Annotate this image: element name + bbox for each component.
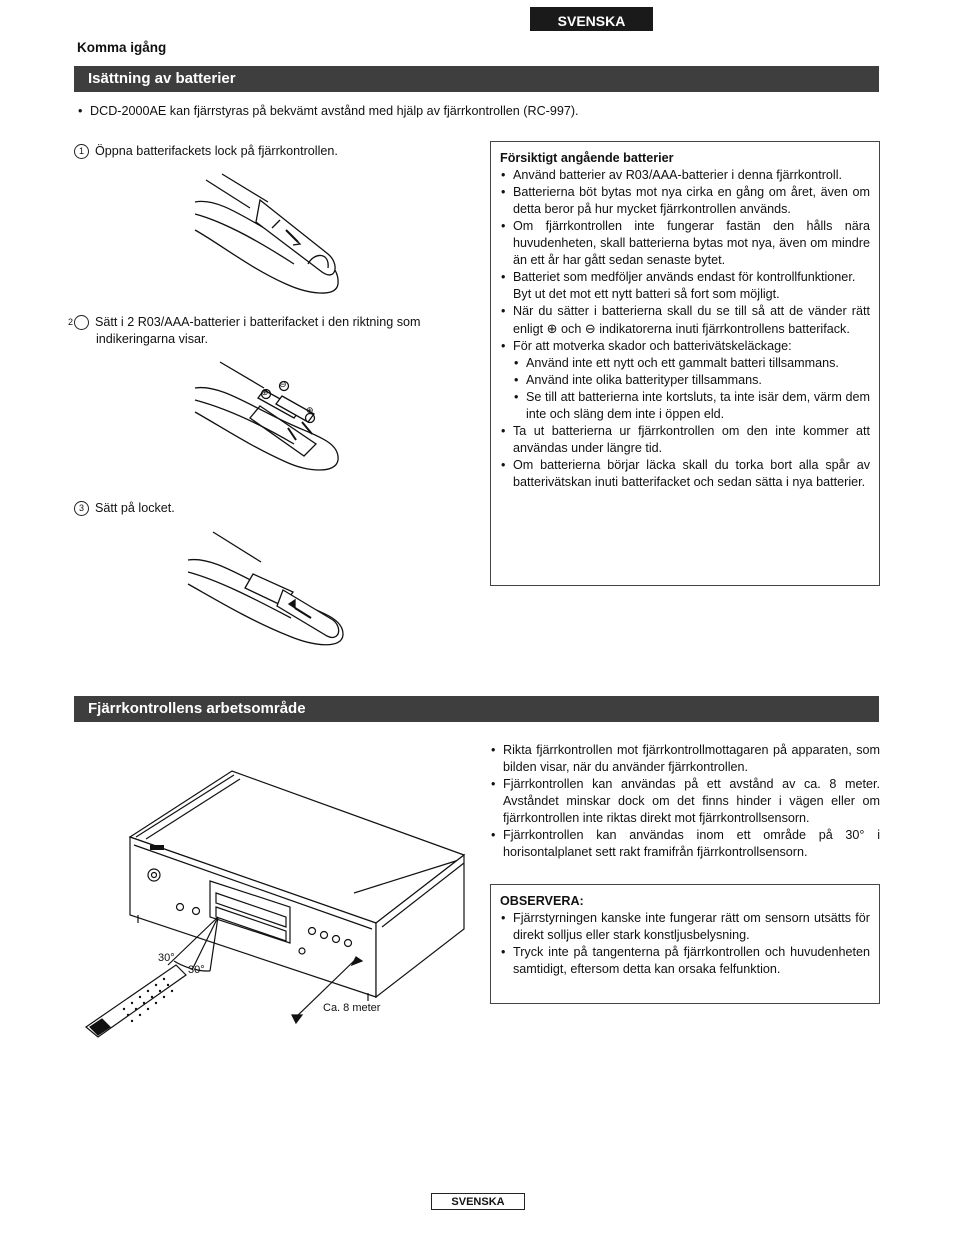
- plus-marker: ⊕: [306, 405, 314, 415]
- note-title: OBSERVERA:: [500, 894, 584, 908]
- caution-title: Försiktigt angående batterier: [500, 151, 674, 165]
- minus-marker: ⊖: [279, 379, 287, 389]
- plus-marker: ⊕: [261, 387, 269, 397]
- footer-language-tab: SVENSKA: [431, 1193, 525, 1210]
- caution-item-followup: Byt ut det mot ett nytt batteri så fort som möjligt.: [513, 287, 780, 301]
- plus-symbol: ⊕: [546, 321, 558, 336]
- angle-left-label: 30°: [158, 952, 175, 964]
- intro-bullet: • DCD-2000AE kan fjärrstyras på bekvämt avstånd med hjälp av fjärrkontrollen (RC-997).: [77, 103, 857, 120]
- battery-caution-box: [490, 141, 880, 586]
- language-tab: SVENSKA: [530, 7, 653, 31]
- caution-item: [500, 303, 870, 338]
- note-item: • Tryck inte på tangenterna på fjärrkontrollen och huvudenheten samtidigt, eftersom detta kan orsaka felfunktion.: [500, 944, 870, 978]
- caution-item: • Om fjärrkontrollen inte fungerar fastän den hålls nära huvudenheten, skall batterierna bytas mot nya, även om mindre än ett år har gått sedan senaste bytet.: [500, 218, 870, 269]
- step-3: [74, 500, 469, 517]
- caution-item: • Om batterierna börjar läcka skall du torka bort alla spår av batterivätskan inuti batterifacket och sedan sätta i nya batterier.: [500, 457, 870, 491]
- step-3-text: Sätt på locket.: [95, 501, 175, 515]
- caution-polarity-end: indikatorerna inuti fjärrkontrollens batterifack.: [599, 322, 850, 336]
- caution-subitem: • Se till att batterierna inte kortsluts, ta inte isär dem, värm dem inte och släng dem inte i öppen eld.: [513, 389, 870, 423]
- remote-range-diagram: [84, 765, 474, 1040]
- step-2-text: Sätt i 2 R03/AAA-batterier i batterifacket i den riktning som indikeringarna visar.: [95, 315, 421, 346]
- range-section-heading: Fjärrkontrollens arbetsområde: [74, 696, 879, 722]
- caution-subitem: • Använd inte ett nytt och ett gammalt batteri tillsammans.: [513, 355, 870, 372]
- caution-item: • Använd batterier av R03/AAA-batterier i denna fjärrkontroll.: [500, 167, 870, 184]
- battery-section-heading: Isättning av batterier: [74, 66, 879, 92]
- note-box: [490, 884, 880, 1004]
- range-item: • Fjärrkontrollen kan användas inom ett område på 30° i horisontalplanet sett rakt framifrån fjärrkontrollsensorn.: [490, 827, 880, 861]
- step-1-text: Öppna batterifackets lock på fjärrkontrollen.: [95, 144, 338, 158]
- caution-subitem: • Använd inte olika batterityper tillsammans.: [513, 372, 870, 389]
- note-item: • Fjärrstyrningen kanske inte fungerar rätt om sensorn utsätts för direkt solljus eller stark konstljusbelysning.: [500, 910, 870, 944]
- step-2-number: 2: [74, 315, 89, 330]
- remote-close-cover-illustration: [183, 530, 353, 658]
- caution-polarity-and: och: [561, 322, 582, 336]
- caution-item: [500, 269, 870, 303]
- angle-right-label: 30°: [188, 964, 205, 976]
- step-3-number: 3: [74, 501, 89, 516]
- caution-item: • Batterierna böt bytas mot nya cirka en gång om året, även om detta beror på hur mycket fjärrkontrollen används.: [500, 184, 870, 218]
- caution-polarity-text: När du sätter i batterierna skall du se till så att de vänder rätt enligt: [513, 304, 870, 336]
- step-2: [67, 314, 469, 348]
- minus-symbol: ⊖: [584, 321, 596, 336]
- remote-open-cover-illustration: [190, 172, 350, 304]
- caution-item: [500, 338, 870, 423]
- caution-item-text: För att motverka skador och batterivätskeläckage:: [513, 339, 792, 353]
- section-heading: Komma igång: [77, 40, 167, 55]
- step-1-number: 1: [74, 144, 89, 159]
- battery-intro: [77, 103, 857, 120]
- range-item: • Rikta fjärrkontrollen mot fjärrkontrollmottagaren på apparaten, som bilden visar, när du använder fjärrkontrollen.: [490, 742, 880, 776]
- remote-insert-batteries-illustration: [190, 360, 350, 480]
- caution-item: • Ta ut batterierna ur fjärrkontrollen om den inte kommer att användas under längre tid.: [500, 423, 870, 457]
- range-list: [490, 742, 880, 861]
- distance-label: Ca. 8 meter: [323, 1002, 381, 1014]
- step-1: [74, 143, 469, 160]
- range-item: • Fjärrkontrollen kan användas på ett avstånd av ca. 8 meter. Avståndet minskar dock om det finns hinder i vägen eller om fjärrkontrollen inte riktas direkt mot fjärrkontrollsensorn.: [490, 776, 880, 827]
- caution-item-text: Batteriet som medföljer används endast för kontrollfunktioner.: [513, 270, 856, 284]
